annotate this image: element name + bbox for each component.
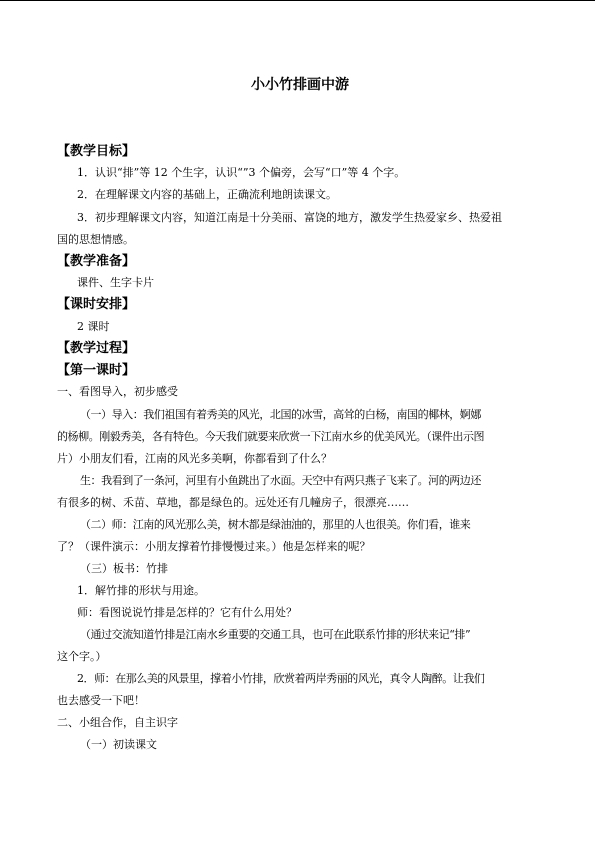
body-line: 1．解竹排的形状与用途。 bbox=[77, 584, 205, 597]
body-line: （通过交流知道竹排是江南水乡重要的交通工具，也可在此联系竹排的形状来记“排” bbox=[80, 628, 471, 641]
body-line: 生：我看到了一条河，河里有小鱼跳出了水面。天空中有两只燕子飞来了。河的两边还 bbox=[80, 474, 481, 487]
body-line: 也去感受一下吧！ bbox=[57, 694, 145, 707]
body-line: （一）初读课文 bbox=[80, 738, 157, 751]
step-heading-2: 二、小组合作，自主识字 bbox=[57, 716, 178, 729]
goal-item-3-cont: 国的思想情感。 bbox=[57, 233, 134, 246]
section-heading-first-lesson: 【第一课时】 bbox=[57, 363, 136, 378]
goal-item-1: 1．认识“排”等 12 个生字，认识“”3 个偏旁，会写“口”等 4 个字。 bbox=[77, 166, 406, 179]
step-heading-1: 一、看图导入，初步感受 bbox=[57, 385, 178, 398]
body-line: 有很多的树、禾苗、草地，都是绿色的。远处还有几幢房子，很漂亮…… bbox=[57, 496, 409, 509]
body-line: 了？（课件演示：小朋友撑着竹排慢慢过来。）他是怎样来的呢？ bbox=[57, 540, 371, 553]
body-line: （一）导入：我们祖国有着秀美的风光，北国的冰雪，高耸的白杨，南国的椰林，婀娜 bbox=[80, 408, 481, 421]
prep-text: 课件、生字卡片 bbox=[77, 276, 154, 289]
goal-item-3: 3．初步理解课文内容，知道江南是十分美丽、富饶的地方，激发学生热爱家乡、热爱祖 bbox=[77, 211, 502, 224]
section-heading-prep: 【教学准备】 bbox=[57, 254, 136, 269]
body-line: 师：看图说说竹排是怎样的？它有什么用处？ bbox=[77, 606, 297, 619]
goal-item-2: 2．在理解课文内容的基础上，正确流利地朗读课文。 bbox=[77, 188, 337, 201]
body-line: 这个字。） bbox=[57, 650, 107, 663]
body-line: 片）小朋友们看，江南的风光多美啊，你都看到了什么？ bbox=[57, 452, 332, 465]
time-text: 2 课时 bbox=[77, 320, 110, 333]
document-title: 小小竹排画中游 bbox=[251, 77, 349, 93]
body-line: 2．师：在那么美的风景里，撑着小竹排，欣赏着两岸秀丽的风光，真令人陶醉。让我们 bbox=[77, 672, 485, 685]
header-rule bbox=[0, 0, 595, 1]
body-line: （三）板书：竹排 bbox=[80, 562, 168, 575]
section-heading-goals: 【教学目标】 bbox=[57, 144, 136, 159]
body-line: 的杨柳。刚毅秀美，各有特色。今天我们就要来欣赏一下江南水乡的优美风光。（课件出示图 bbox=[57, 430, 485, 443]
body-line: （二）师：江南的风光那么美，树木都是绿油油的，那里的人也很美。你们看，谁来 bbox=[80, 518, 471, 531]
section-heading-time: 【课时安排】 bbox=[57, 297, 136, 312]
section-heading-process: 【教学过程】 bbox=[57, 341, 136, 356]
